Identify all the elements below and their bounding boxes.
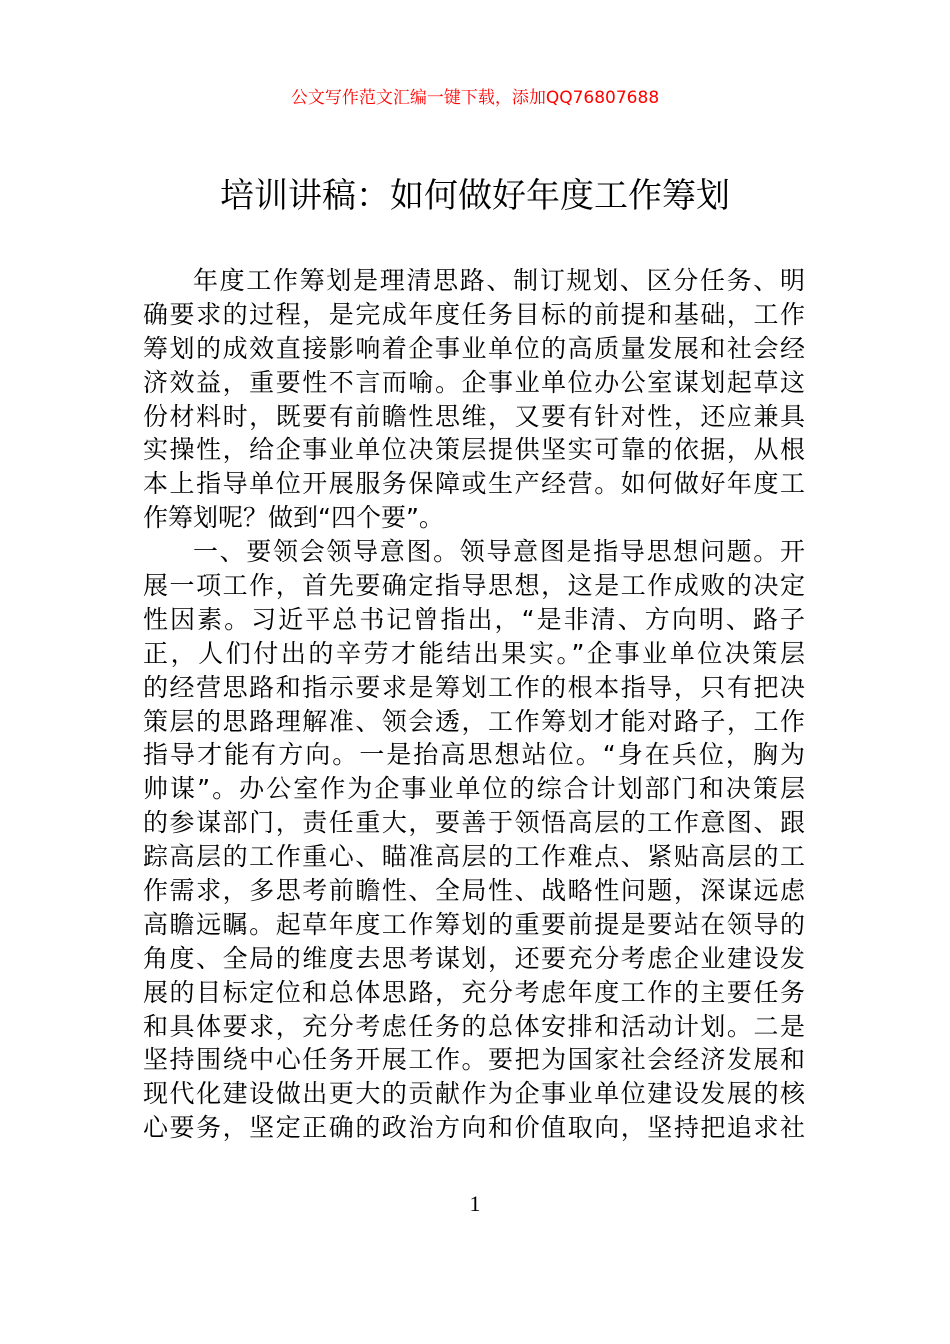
paragraph-line: 心要务，坚定正确的政治方向和价值取向，坚持把追求社 [143,1113,805,1143]
paragraph-line: 份材料时，既要有前瞻性思维，又要有针对性，还应兼具 [143,401,805,431]
paragraph-line: 策层的思路理解准、领会透，工作筹划才能对路子，工作 [143,706,805,736]
document-body [143,264,805,1145]
paragraph-line: 踪高层的工作重心、瞄准高层的工作难点、紧贴高层的工 [143,842,805,872]
paragraph-line: 高瞻远瞩。起草年度工作筹划的重要前提是要站在领导的 [143,909,805,939]
paragraph-line: 正，人们付出的辛劳才能结出果实。”企事业单位决策层 [143,638,805,668]
paragraph-line: 指导才能有方向。一是抬高思想站位。“身在兵位，胸为 [143,740,805,770]
paragraph-line: 筹划的成效直接影响着企事业单位的高质量发展和社会经 [143,333,805,363]
paragraph-line: 实操性，给企事业单位决策层提供坚实可靠的依据，从根 [143,435,805,465]
paragraph-line: 作筹划呢？做到“四个要”。 [143,503,444,533]
paragraph-line: 一、要领会领导意图。领导意图是指导思想问题。开 [193,537,805,567]
paragraph-line: 作需求，多思考前瞻性、全局性、战略性问题，深谋远虑 [143,876,805,906]
paragraph-line: 现代化建设做出更大的贡献作为企事业单位建设发展的核 [143,1079,805,1109]
page-number: 1 [469,1191,481,1216]
paragraph-line: 坚持围绕中心任务开展工作。要把为国家社会经济发展和 [143,1045,805,1075]
document-title: 培训讲稿：如何做好年度工作筹划 [220,176,730,216]
paragraph-line: 和具体要求，充分考虑任务的总体安排和活动计划。二是 [143,1011,805,1041]
download-banner: 公文写作范文汇编一键下载，添加QQ76807688 [290,88,660,108]
paragraph-line: 角度、全局的维度去思考谋划，还要充分考虑企业建设发 [143,943,805,973]
paragraph-line: 展一项工作，首先要确定指导思想，这是工作成败的决定 [143,571,805,601]
paragraph-line: 帅谋”。办公室作为企事业单位的综合计划部门和决策层 [143,774,805,804]
paragraph-line: 展的目标定位和总体思路，充分考虑年度工作的主要任务 [143,977,805,1007]
paragraph-line: 本上指导单位开展服务保障或生产经营。如何做好年度工 [143,469,805,499]
paragraph-line: 性因素。习近平总书记曾指出，“是非清、方向明、路子 [143,604,805,634]
paragraph-line: 确要求的过程，是完成年度任务目标的前提和基础，工作 [143,299,805,329]
paragraph-line: 的参谋部门，责任重大，要善于领悟高层的工作意图、跟 [143,808,805,838]
paragraph-line: 的经营思路和指示要求是筹划工作的根本指导，只有把决 [143,672,805,702]
paragraph-line: 年度工作筹划是理清思路、制订规划、区分任务、明 [193,266,805,295]
paragraph-line: 济效益，重要性不言而喻。企事业单位办公室谋划起草这 [143,367,805,397]
